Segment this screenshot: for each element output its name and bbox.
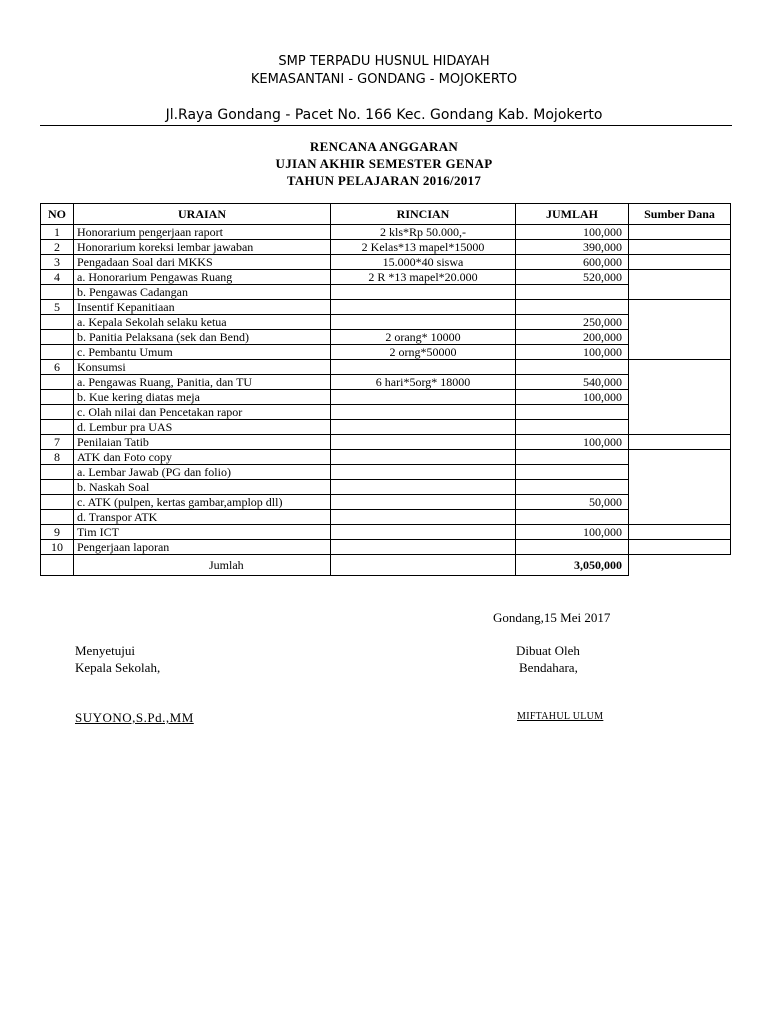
row-sumber-dana — [629, 525, 731, 540]
treasurer-title: Bendahara, — [519, 660, 578, 675]
row-sumber-dana — [629, 225, 731, 240]
row-no: 3 — [41, 255, 74, 270]
row-uraian: a. Honorarium Pengawas Ruang — [74, 270, 331, 285]
row-uraian: Honorarium koreksi lembar jawaban — [74, 240, 331, 255]
row-sumber-dana — [629, 270, 731, 300]
total-label: Jumlah — [74, 555, 331, 576]
total-value: 3,050,000 — [516, 555, 629, 576]
row-rincian: 2 kls*Rp 50.000,- — [331, 225, 516, 240]
table-row — [41, 285, 731, 300]
row-no — [41, 480, 74, 495]
table-row — [41, 240, 731, 255]
row-uraian: Pengerjaan laporan — [74, 540, 331, 555]
row-uraian: Insentif Kepanitiaan — [74, 300, 331, 315]
row-uraian: Honorarium pengerjaan raport — [74, 225, 331, 240]
table-row — [41, 540, 731, 555]
header-divider — [40, 125, 732, 126]
row-jumlah — [516, 450, 629, 465]
row-no — [41, 495, 74, 510]
row-jumlah: 100,000 — [516, 435, 629, 450]
row-rincian — [331, 525, 516, 540]
row-jumlah — [516, 540, 629, 555]
row-uraian: d. Transpor ATK — [74, 510, 331, 525]
row-uraian: Tim ICT — [74, 525, 331, 540]
row-uraian: a. Kepala Sekolah selaku ketua — [74, 315, 331, 330]
row-no — [41, 345, 74, 360]
table-row — [41, 450, 731, 465]
row-rincian — [331, 420, 516, 435]
table-row — [41, 360, 731, 375]
row-jumlah — [516, 360, 629, 375]
row-uraian: Pengadaan Soal dari MKKS — [74, 255, 331, 270]
total-no-cell — [41, 555, 74, 576]
document-title-line-3: TAHUN PELAJARAN 2016/2017 — [286, 173, 482, 188]
row-jumlah: 100,000 — [516, 225, 629, 240]
row-rincian — [331, 495, 516, 510]
row-no — [41, 330, 74, 345]
table-row — [41, 465, 731, 480]
row-rincian — [331, 435, 516, 450]
row-jumlah — [516, 420, 629, 435]
row-rincian: 2 Kelas*13 mapel*15000 — [331, 240, 516, 255]
table-row — [41, 255, 731, 270]
signature-date: Gondang,15 Mei 2017 — [493, 610, 611, 625]
row-uraian: a. Lembar Jawab (PG dan folio) — [74, 465, 331, 480]
row-jumlah — [516, 300, 629, 315]
header-jumlah: JUMLAH — [516, 204, 629, 225]
row-no — [41, 315, 74, 330]
row-sumber-dana — [629, 255, 731, 270]
row-uraian: b. Pengawas Cadangan — [74, 285, 331, 300]
row-jumlah: 250,000 — [516, 315, 629, 330]
row-sumber-dana — [629, 300, 731, 360]
principal-title: Kepala Sekolah, — [75, 660, 161, 675]
row-jumlah: 100,000 — [516, 345, 629, 360]
table-header-row — [41, 204, 731, 225]
row-jumlah — [516, 285, 629, 300]
row-rincian: 2 orang* 10000 — [331, 330, 516, 345]
row-jumlah — [516, 465, 629, 480]
row-no — [41, 420, 74, 435]
header-uraian: URAIAN — [74, 204, 331, 225]
row-no — [41, 510, 74, 525]
row-sumber-dana — [629, 540, 731, 555]
row-uraian: c. ATK (pulpen, kertas gambar,amplop dll) — [74, 495, 331, 510]
row-sumber-dana — [629, 435, 731, 450]
row-rincian — [331, 405, 516, 420]
school-region: KEMASANTANI - GONDANG - MOJOKERTO — [250, 72, 518, 87]
row-rincian — [331, 450, 516, 465]
budget-table — [40, 203, 731, 576]
table-row — [41, 390, 731, 405]
total-row — [41, 555, 731, 576]
row-sumber-dana — [629, 360, 731, 435]
row-sumber-dana — [629, 450, 731, 525]
row-rincian: 2 R *13 mapel*20.000 — [331, 270, 516, 285]
row-rincian — [331, 285, 516, 300]
row-rincian — [331, 360, 516, 375]
table-row — [41, 270, 731, 285]
row-jumlah: 600,000 — [516, 255, 629, 270]
row-rincian: 2 orng*50000 — [331, 345, 516, 360]
row-rincian — [331, 510, 516, 525]
row-jumlah — [516, 405, 629, 420]
row-uraian: d. Lembur pra UAS — [74, 420, 331, 435]
made-by-label: Dibuat Oleh — [516, 643, 580, 658]
row-no: 6 — [41, 360, 74, 375]
total-rincian-cell — [331, 555, 516, 576]
table-row — [41, 495, 731, 510]
row-uraian: ATK dan Foto copy — [74, 450, 331, 465]
row-jumlah — [516, 480, 629, 495]
row-no: 9 — [41, 525, 74, 540]
row-no: 1 — [41, 225, 74, 240]
row-sumber-dana — [629, 240, 731, 255]
row-no: 4 — [41, 270, 74, 285]
row-jumlah — [516, 510, 629, 525]
row-uraian: Penilaian Tatib — [74, 435, 331, 450]
table-row — [41, 435, 731, 450]
table-row — [41, 330, 731, 345]
table-row — [41, 345, 731, 360]
row-rincian — [331, 465, 516, 480]
row-jumlah: 100,000 — [516, 525, 629, 540]
row-uraian: b. Panitia Pelaksana (sek dan Bend) — [74, 330, 331, 345]
treasurer-name: MIFTAHUL ULUM — [517, 711, 604, 722]
row-no — [41, 375, 74, 390]
row-uraian: c. Pembantu Umum — [74, 345, 331, 360]
row-jumlah: 100,000 — [516, 390, 629, 405]
row-rincian — [331, 315, 516, 330]
row-jumlah: 200,000 — [516, 330, 629, 345]
row-rincian — [331, 300, 516, 315]
row-jumlah: 50,000 — [516, 495, 629, 510]
row-uraian: a. Pengawas Ruang, Panitia, dan TU — [74, 375, 331, 390]
row-uraian: b. Naskah Soal — [74, 480, 331, 495]
row-no — [41, 390, 74, 405]
table-row — [41, 480, 731, 495]
header-no: NO — [41, 204, 74, 225]
document-title-line-2: UJIAN AKHIR SEMESTER GENAP — [275, 156, 493, 171]
row-uraian: c. Olah nilai dan Pencetakan rapor — [74, 405, 331, 420]
row-jumlah: 540,000 — [516, 375, 629, 390]
table-row — [41, 315, 731, 330]
principal-name: SUYONO,S.Pd.,MM — [75, 710, 194, 725]
row-rincian: 15.000*40 siswa — [331, 255, 516, 270]
school-address: Jl.Raya Gondang - Pacet No. 166 Kec. Gondang Kab. Mojokerto — [165, 107, 603, 123]
table-row — [41, 525, 731, 540]
row-no — [41, 285, 74, 300]
document-title-line-1: RENCANA ANGGARAN — [309, 139, 459, 154]
row-no: 8 — [41, 450, 74, 465]
row-rincian — [331, 480, 516, 495]
table-row — [41, 420, 731, 435]
row-rincian — [331, 540, 516, 555]
table-row — [41, 510, 731, 525]
row-rincian — [331, 390, 516, 405]
row-no: 5 — [41, 300, 74, 315]
row-no: 7 — [41, 435, 74, 450]
school-name: SMP TERPADU HUSNUL HIDAYAH — [278, 54, 490, 69]
row-no — [41, 465, 74, 480]
row-no: 2 — [41, 240, 74, 255]
header-sumber-dana: Sumber Dana — [629, 204, 731, 225]
row-uraian: Konsumsi — [74, 360, 331, 375]
row-uraian: b. Kue kering diatas meja — [74, 390, 331, 405]
table-row — [41, 405, 731, 420]
header-rincian: RINCIAN — [331, 204, 516, 225]
row-jumlah: 520,000 — [516, 270, 629, 285]
row-jumlah: 390,000 — [516, 240, 629, 255]
budget-table-body — [41, 225, 731, 576]
row-no — [41, 405, 74, 420]
row-rincian: 6 hari*5org* 18000 — [331, 375, 516, 390]
row-no: 10 — [41, 540, 74, 555]
approve-label: Menyetujui — [75, 643, 135, 658]
table-row — [41, 225, 731, 240]
table-row — [41, 300, 731, 315]
table-row — [41, 375, 731, 390]
